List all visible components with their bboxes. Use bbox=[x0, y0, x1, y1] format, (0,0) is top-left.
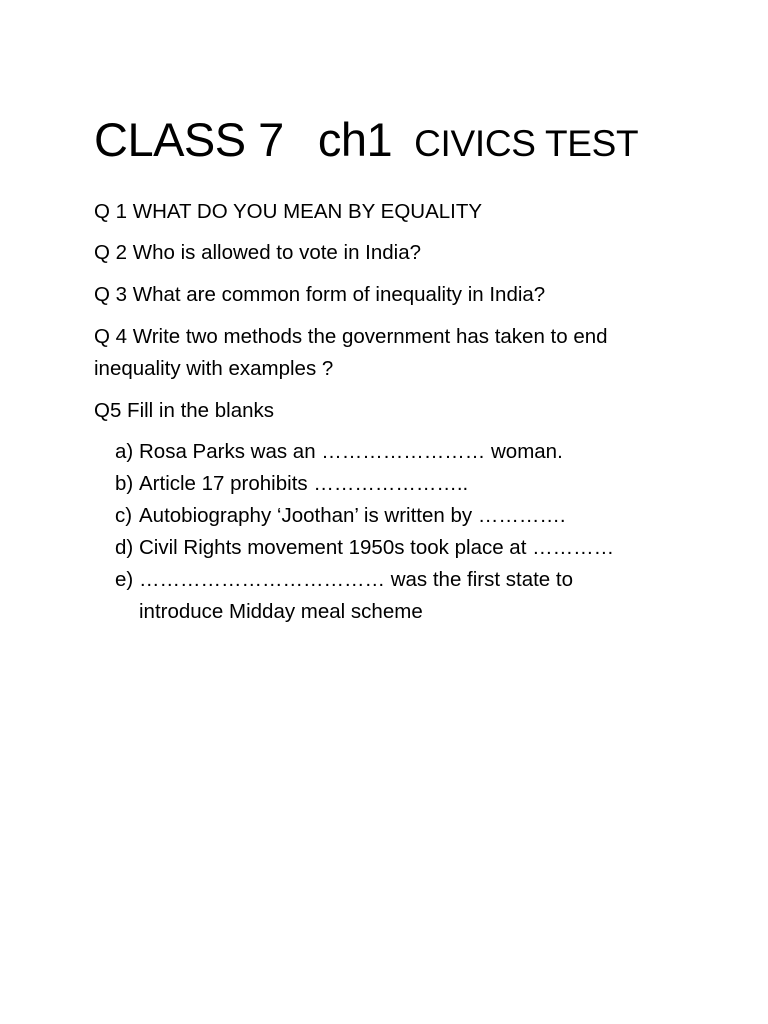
question-1: Q 1 WHAT DO YOU MEAN BY EQUALITY bbox=[94, 200, 483, 223]
blank-item-d bbox=[115, 532, 715, 564]
blank-text: ……………………………… was the first state to introduce Midday meal scheme bbox=[139, 568, 573, 623]
blank-item-c bbox=[115, 500, 715, 532]
blank-letter: a) bbox=[115, 440, 134, 463]
title-class: CLASS 7 bbox=[94, 113, 284, 166]
blank-letter: e) bbox=[115, 568, 134, 591]
question-5: Q5 Fill in the blanks bbox=[94, 399, 275, 422]
fill-in-the-blanks-list bbox=[115, 436, 715, 628]
test-title bbox=[94, 113, 639, 166]
blank-item-e bbox=[115, 564, 715, 628]
question-3: Q 3 What are common form of inequality in India? bbox=[94, 283, 546, 306]
blank-letter: d) bbox=[115, 536, 134, 559]
question-4: Q 4 Write two methods the government has taken to end inequality with examples ? bbox=[94, 325, 608, 380]
blank-letter: b) bbox=[115, 472, 134, 495]
blank-text: Rosa Parks was an …………………… woman. bbox=[139, 440, 563, 463]
blank-text: Autobiography ‘Joothan’ is written by …………. bbox=[139, 504, 566, 527]
title-subject: CIVICS TEST bbox=[414, 123, 639, 164]
blank-text: Article 17 prohibits ………………….. bbox=[139, 472, 469, 495]
title-chapter: ch1 bbox=[317, 113, 393, 166]
blank-item-a bbox=[115, 436, 715, 468]
blank-item-b bbox=[115, 468, 715, 500]
blank-letter: c) bbox=[115, 504, 133, 527]
question-2: Q 2 Who is allowed to vote in India? bbox=[94, 241, 422, 264]
blank-text: Civil Rights movement 1950s took place at ………… bbox=[139, 536, 615, 559]
